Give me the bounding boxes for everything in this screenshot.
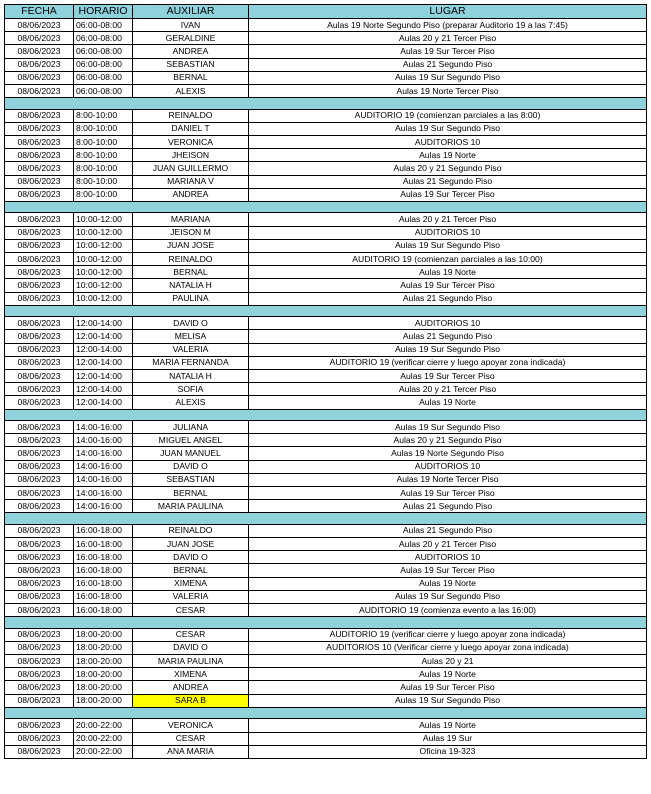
separator-cell xyxy=(5,513,647,525)
block-separator xyxy=(5,513,647,525)
cell-horario: 14:00-16:00 xyxy=(74,500,133,513)
cell-fecha: 08/06/2023 xyxy=(5,473,74,486)
cell-lugar: Aulas 19 Sur xyxy=(249,732,647,745)
table-row xyxy=(5,719,647,732)
table-row xyxy=(5,71,647,84)
table-row xyxy=(5,500,647,513)
cell-lugar: Aulas 20 y 21 Segundo Piso xyxy=(249,434,647,447)
cell-horario: 06:00-08:00 xyxy=(74,71,133,84)
cell-horario: 16:00-18:00 xyxy=(74,590,133,603)
cell-fecha: 08/06/2023 xyxy=(5,538,74,551)
cell-horario: 14:00-16:00 xyxy=(74,447,133,460)
cell-auxiliar: MARIA PAULINA xyxy=(133,655,249,668)
cell-fecha: 08/06/2023 xyxy=(5,487,74,500)
cell-lugar: Aulas 19 Sur Tercer Piso xyxy=(249,564,647,577)
cell-fecha: 08/06/2023 xyxy=(5,317,74,330)
cell-fecha: 08/06/2023 xyxy=(5,460,74,473)
cell-lugar: Aulas 21 Segundo Piso xyxy=(249,330,647,343)
cell-horario: 8:00-10:00 xyxy=(74,175,133,188)
cell-auxiliar: JEISON M xyxy=(133,226,249,239)
block-separator xyxy=(5,201,647,213)
table-row xyxy=(5,641,647,654)
cell-horario: 12:00-14:00 xyxy=(74,356,133,369)
table-row xyxy=(5,317,647,330)
cell-horario: 14:00-16:00 xyxy=(74,487,133,500)
table-row xyxy=(5,226,647,239)
cell-horario: 14:00-16:00 xyxy=(74,473,133,486)
table-row xyxy=(5,628,647,641)
cell-auxiliar: VERONICA xyxy=(133,136,249,149)
cell-fecha: 08/06/2023 xyxy=(5,577,74,590)
cell-fecha: 08/06/2023 xyxy=(5,604,74,617)
table-row xyxy=(5,434,647,447)
table-row xyxy=(5,19,647,32)
cell-fecha: 08/06/2023 xyxy=(5,136,74,149)
cell-lugar: AUDITORIO 19 (comienzan parciales a las 8:00) xyxy=(249,109,647,122)
table-row xyxy=(5,577,647,590)
cell-auxiliar: ALEXIS xyxy=(133,396,249,409)
cell-fecha: 08/06/2023 xyxy=(5,109,74,122)
cell-auxiliar: VERONICA xyxy=(133,719,249,732)
cell-auxiliar: MARIANA xyxy=(133,213,249,226)
cell-lugar: Aulas 21 Segundo Piso xyxy=(249,524,647,537)
cell-auxiliar: MELISA xyxy=(133,330,249,343)
cell-auxiliar: IVAN xyxy=(133,19,249,32)
cell-horario: 10:00-12:00 xyxy=(74,266,133,279)
cell-auxiliar: ALEXIS xyxy=(133,84,249,97)
table-row xyxy=(5,58,647,71)
table-row xyxy=(5,45,647,58)
cell-lugar: Aulas 20 y 21 Segundo Piso xyxy=(249,162,647,175)
cell-horario: 16:00-18:00 xyxy=(74,538,133,551)
cell-fecha: 08/06/2023 xyxy=(5,19,74,32)
schedule-body xyxy=(5,19,647,759)
cell-horario: 8:00-10:00 xyxy=(74,162,133,175)
cell-lugar: Aulas 19 Sur Tercer Piso xyxy=(249,279,647,292)
cell-lugar: Aulas 19 Sur Tercer Piso xyxy=(249,487,647,500)
cell-auxiliar: JUAN JOSE xyxy=(133,239,249,252)
table-row xyxy=(5,175,647,188)
cell-auxiliar: PAULINA xyxy=(133,292,249,305)
cell-fecha: 08/06/2023 xyxy=(5,266,74,279)
table-row xyxy=(5,524,647,537)
cell-horario: 16:00-18:00 xyxy=(74,551,133,564)
table-row xyxy=(5,32,647,45)
cell-lugar: AUDITORIOS 10 (Verificar cierre y luego apoyar zona indicada) xyxy=(249,641,647,654)
cell-auxiliar: MIGUEL ANGEL xyxy=(133,434,249,447)
cell-lugar: AUDITORIOS 10 xyxy=(249,136,647,149)
cell-fecha: 08/06/2023 xyxy=(5,45,74,58)
separator-cell xyxy=(5,409,647,421)
cell-fecha: 08/06/2023 xyxy=(5,58,74,71)
block-separator xyxy=(5,98,647,110)
cell-fecha: 08/06/2023 xyxy=(5,447,74,460)
cell-auxiliar: ANDREA xyxy=(133,188,249,201)
block-separator xyxy=(5,617,647,629)
cell-lugar: Aulas 19 Norte Tercer Piso xyxy=(249,84,647,97)
cell-lugar: Aulas 19 Norte xyxy=(249,668,647,681)
cell-horario: 12:00-14:00 xyxy=(74,370,133,383)
cell-horario: 16:00-18:00 xyxy=(74,577,133,590)
separator-cell xyxy=(5,201,647,213)
block-separator xyxy=(5,707,647,719)
cell-horario: 16:00-18:00 xyxy=(74,564,133,577)
cell-auxiliar: REINALDO xyxy=(133,109,249,122)
cell-lugar: Aulas 19 Sur Segundo Piso xyxy=(249,421,647,434)
cell-lugar: Aulas 20 y 21 Tercer Piso xyxy=(249,32,647,45)
table-row xyxy=(5,253,647,266)
table-row xyxy=(5,370,647,383)
cell-auxiliar: BERNAL xyxy=(133,487,249,500)
cell-lugar: Aulas 19 Sur Tercer Piso xyxy=(249,370,647,383)
cell-auxiliar: DAVID O xyxy=(133,551,249,564)
table-row xyxy=(5,551,647,564)
cell-lugar: Oficina 19-323 xyxy=(249,745,647,758)
cell-horario: 18:00-20:00 xyxy=(74,681,133,694)
cell-horario: 18:00-20:00 xyxy=(74,655,133,668)
cell-horario: 12:00-14:00 xyxy=(74,383,133,396)
cell-horario: 10:00-12:00 xyxy=(74,213,133,226)
cell-fecha: 08/06/2023 xyxy=(5,641,74,654)
table-row xyxy=(5,668,647,681)
header-fecha: FECHA xyxy=(5,5,74,19)
table-row xyxy=(5,109,647,122)
cell-lugar: AUDITORIOS 10 xyxy=(249,460,647,473)
cell-fecha: 08/06/2023 xyxy=(5,330,74,343)
cell-horario: 06:00-08:00 xyxy=(74,32,133,45)
cell-auxiliar: CESAR xyxy=(133,732,249,745)
cell-fecha: 08/06/2023 xyxy=(5,719,74,732)
cell-horario: 18:00-20:00 xyxy=(74,668,133,681)
table-row xyxy=(5,239,647,252)
cell-auxiliar: DANIEL T xyxy=(133,122,249,135)
cell-fecha: 08/06/2023 xyxy=(5,149,74,162)
cell-lugar: Aulas 19 Sur Segundo Piso xyxy=(249,71,647,84)
cell-fecha: 08/06/2023 xyxy=(5,162,74,175)
cell-fecha: 08/06/2023 xyxy=(5,356,74,369)
block-separator xyxy=(5,409,647,421)
cell-fecha: 08/06/2023 xyxy=(5,396,74,409)
table-row xyxy=(5,447,647,460)
table-row xyxy=(5,162,647,175)
cell-lugar: AUDITORIO 19 (verificar cierre y luego apoyar zona indicada) xyxy=(249,356,647,369)
cell-horario: 20:00-22:00 xyxy=(74,719,133,732)
cell-fecha: 08/06/2023 xyxy=(5,421,74,434)
cell-horario: 8:00-10:00 xyxy=(74,188,133,201)
cell-auxiliar: SEBASTIAN xyxy=(133,58,249,71)
table-row xyxy=(5,538,647,551)
table-row xyxy=(5,590,647,603)
cell-auxiliar: SOFIA xyxy=(133,383,249,396)
schedule-table xyxy=(4,4,647,759)
cell-lugar: Aulas 21 Segundo Piso xyxy=(249,500,647,513)
cell-lugar: AUDITORIO 19 (comienzan parciales a las 10:00) xyxy=(249,253,647,266)
cell-auxiliar: GERALDINE xyxy=(133,32,249,45)
cell-auxiliar: SEBASTIAN xyxy=(133,473,249,486)
cell-horario: 10:00-12:00 xyxy=(74,279,133,292)
cell-fecha: 08/06/2023 xyxy=(5,188,74,201)
cell-fecha: 08/06/2023 xyxy=(5,551,74,564)
cell-horario: 12:00-14:00 xyxy=(74,317,133,330)
table-row xyxy=(5,343,647,356)
cell-auxiliar: ANA MARIA xyxy=(133,745,249,758)
block-separator xyxy=(5,305,647,317)
cell-auxiliar: VALERIA xyxy=(133,590,249,603)
table-row xyxy=(5,213,647,226)
cell-horario: 20:00-22:00 xyxy=(74,732,133,745)
cell-lugar: Aulas 19 Sur Tercer Piso xyxy=(249,188,647,201)
cell-fecha: 08/06/2023 xyxy=(5,590,74,603)
header-row xyxy=(5,5,647,19)
cell-lugar: AUDITORIO 19 (comienza evento a las 16:00) xyxy=(249,604,647,617)
table-row xyxy=(5,356,647,369)
cell-lugar: Aulas 19 Sur Tercer Piso xyxy=(249,45,647,58)
table-row xyxy=(5,149,647,162)
cell-horario: 18:00-20:00 xyxy=(74,628,133,641)
cell-horario: 16:00-18:00 xyxy=(74,524,133,537)
cell-auxiliar: JUAN MANUEL xyxy=(133,447,249,460)
cell-lugar: Aulas 19 Sur Segundo Piso xyxy=(249,694,647,707)
table-row xyxy=(5,732,647,745)
cell-horario: 10:00-12:00 xyxy=(74,253,133,266)
cell-auxiliar: ANDREA xyxy=(133,681,249,694)
cell-auxiliar: DAVID O xyxy=(133,460,249,473)
header-lugar: LUGAR xyxy=(249,5,647,19)
cell-horario: 14:00-16:00 xyxy=(74,460,133,473)
cell-lugar: Aulas 20 y 21 Tercer Piso xyxy=(249,383,647,396)
cell-auxiliar: NATALIA H xyxy=(133,279,249,292)
cell-auxiliar: DAVID O xyxy=(133,641,249,654)
cell-horario: 12:00-14:00 xyxy=(74,396,133,409)
cell-auxiliar: REINALDO xyxy=(133,524,249,537)
table-row xyxy=(5,694,647,707)
cell-fecha: 08/06/2023 xyxy=(5,628,74,641)
table-row xyxy=(5,745,647,758)
cell-fecha: 08/06/2023 xyxy=(5,253,74,266)
cell-fecha: 08/06/2023 xyxy=(5,370,74,383)
cell-fecha: 08/06/2023 xyxy=(5,279,74,292)
cell-fecha: 08/06/2023 xyxy=(5,655,74,668)
cell-fecha: 08/06/2023 xyxy=(5,524,74,537)
cell-horario: 06:00-08:00 xyxy=(74,58,133,71)
table-row xyxy=(5,655,647,668)
table-row xyxy=(5,292,647,305)
cell-lugar: Aulas 19 Sur Segundo Piso xyxy=(249,122,647,135)
cell-auxiliar: BERNAL xyxy=(133,71,249,84)
cell-lugar: Aulas 19 Sur Tercer Piso xyxy=(249,681,647,694)
cell-fecha: 08/06/2023 xyxy=(5,32,74,45)
cell-fecha: 08/06/2023 xyxy=(5,668,74,681)
table-row xyxy=(5,266,647,279)
cell-auxiliar: JHEISON xyxy=(133,149,249,162)
table-row xyxy=(5,604,647,617)
cell-auxiliar: JULIANA xyxy=(133,421,249,434)
table-row xyxy=(5,396,647,409)
table-row xyxy=(5,460,647,473)
cell-fecha: 08/06/2023 xyxy=(5,84,74,97)
cell-lugar: Aulas 19 Sur Segundo Piso xyxy=(249,590,647,603)
cell-horario: 20:00-22:00 xyxy=(74,745,133,758)
cell-lugar: Aulas 21 Segundo Piso xyxy=(249,292,647,305)
cell-fecha: 08/06/2023 xyxy=(5,122,74,135)
table-row xyxy=(5,564,647,577)
cell-lugar: Aulas 19 Norte Segundo Piso (preparar Auditorio 19 a las 7:45) xyxy=(249,19,647,32)
separator-cell xyxy=(5,98,647,110)
cell-fecha: 08/06/2023 xyxy=(5,681,74,694)
cell-fecha: 08/06/2023 xyxy=(5,292,74,305)
cell-horario: 16:00-18:00 xyxy=(74,604,133,617)
cell-lugar: Aulas 20 y 21 Tercer Piso xyxy=(249,538,647,551)
cell-lugar: Aulas 20 y 21 xyxy=(249,655,647,668)
cell-lugar: Aulas 19 Norte Tercer Piso xyxy=(249,473,647,486)
cell-fecha: 08/06/2023 xyxy=(5,239,74,252)
cell-fecha: 08/06/2023 xyxy=(5,383,74,396)
cell-fecha: 08/06/2023 xyxy=(5,434,74,447)
table-row xyxy=(5,421,647,434)
cell-fecha: 08/06/2023 xyxy=(5,226,74,239)
cell-auxiliar: BERNAL xyxy=(133,266,249,279)
cell-auxiliar: SARA B xyxy=(133,694,249,707)
cell-horario: 18:00-20:00 xyxy=(74,641,133,654)
cell-lugar: Aulas 19 Norte xyxy=(249,577,647,590)
cell-lugar: Aulas 21 Segundo Piso xyxy=(249,175,647,188)
cell-fecha: 08/06/2023 xyxy=(5,71,74,84)
cell-auxiliar: ANDREA xyxy=(133,45,249,58)
cell-auxiliar: XIMENA xyxy=(133,668,249,681)
cell-fecha: 08/06/2023 xyxy=(5,343,74,356)
cell-horario: 8:00-10:00 xyxy=(74,122,133,135)
cell-horario: 06:00-08:00 xyxy=(74,45,133,58)
cell-fecha: 08/06/2023 xyxy=(5,745,74,758)
cell-auxiliar: BERNAL xyxy=(133,564,249,577)
cell-fecha: 08/06/2023 xyxy=(5,175,74,188)
cell-lugar: AUDITORIOS 10 xyxy=(249,317,647,330)
table-row xyxy=(5,84,647,97)
cell-horario: 18:00-20:00 xyxy=(74,694,133,707)
cell-fecha: 08/06/2023 xyxy=(5,500,74,513)
cell-horario: 06:00-08:00 xyxy=(74,84,133,97)
table-row xyxy=(5,136,647,149)
cell-lugar: Aulas 19 Sur Segundo Piso xyxy=(249,239,647,252)
table-row xyxy=(5,330,647,343)
cell-horario: 12:00-14:00 xyxy=(74,330,133,343)
cell-lugar: Aulas 19 Norte xyxy=(249,719,647,732)
table-row xyxy=(5,681,647,694)
cell-fecha: 08/06/2023 xyxy=(5,732,74,745)
table-row xyxy=(5,473,647,486)
cell-horario: 14:00-16:00 xyxy=(74,434,133,447)
cell-auxiliar: VALERIA xyxy=(133,343,249,356)
table-row xyxy=(5,279,647,292)
cell-auxiliar: JUAN JOSE xyxy=(133,538,249,551)
cell-lugar: Aulas 19 Norte xyxy=(249,149,647,162)
cell-auxiliar: NATALIA H xyxy=(133,370,249,383)
cell-lugar: AUDITORIOS 10 xyxy=(249,551,647,564)
cell-horario: 10:00-12:00 xyxy=(74,226,133,239)
cell-auxiliar: MARIA PAULINA xyxy=(133,500,249,513)
cell-lugar: Aulas 19 Norte Segundo Piso xyxy=(249,447,647,460)
cell-lugar: Aulas 19 Norte xyxy=(249,396,647,409)
cell-lugar: Aulas 19 Sur Segundo Piso xyxy=(249,343,647,356)
cell-horario: 14:00-16:00 xyxy=(74,421,133,434)
cell-fecha: 08/06/2023 xyxy=(5,694,74,707)
cell-auxiliar: DAVID O xyxy=(133,317,249,330)
cell-horario: 10:00-12:00 xyxy=(74,239,133,252)
cell-horario: 8:00-10:00 xyxy=(74,136,133,149)
separator-cell xyxy=(5,305,647,317)
table-row xyxy=(5,487,647,500)
cell-lugar: Aulas 19 Norte xyxy=(249,266,647,279)
table-row xyxy=(5,383,647,396)
cell-lugar: AUDITORIO 19 (verificar cierre y luego apoyar zona indicada) xyxy=(249,628,647,641)
cell-auxiliar: XIMENA xyxy=(133,577,249,590)
cell-auxiliar: CESAR xyxy=(133,604,249,617)
table-row xyxy=(5,188,647,201)
cell-auxiliar: MARIA FERNANDA xyxy=(133,356,249,369)
header-auxiliar: AUXILIAR xyxy=(133,5,249,19)
cell-lugar: Aulas 21 Segundo Piso xyxy=(249,58,647,71)
cell-lugar: Aulas 20 y 21 Tercer Piso xyxy=(249,213,647,226)
cell-fecha: 08/06/2023 xyxy=(5,213,74,226)
table-row xyxy=(5,122,647,135)
cell-horario: 12:00-14:00 xyxy=(74,343,133,356)
cell-horario: 8:00-10:00 xyxy=(74,109,133,122)
cell-horario: 8:00-10:00 xyxy=(74,149,133,162)
header-horario: HORARIO xyxy=(74,5,133,19)
separator-cell xyxy=(5,617,647,629)
cell-auxiliar: CESAR xyxy=(133,628,249,641)
cell-horario: 10:00-12:00 xyxy=(74,292,133,305)
cell-auxiliar: JUAN GUILLERMO xyxy=(133,162,249,175)
cell-auxiliar: MARIANA V xyxy=(133,175,249,188)
cell-horario: 06:00-08:00 xyxy=(74,19,133,32)
cell-auxiliar: REINALDO xyxy=(133,253,249,266)
separator-cell xyxy=(5,707,647,719)
cell-lugar: AUDITORIOS 10 xyxy=(249,226,647,239)
cell-fecha: 08/06/2023 xyxy=(5,564,74,577)
